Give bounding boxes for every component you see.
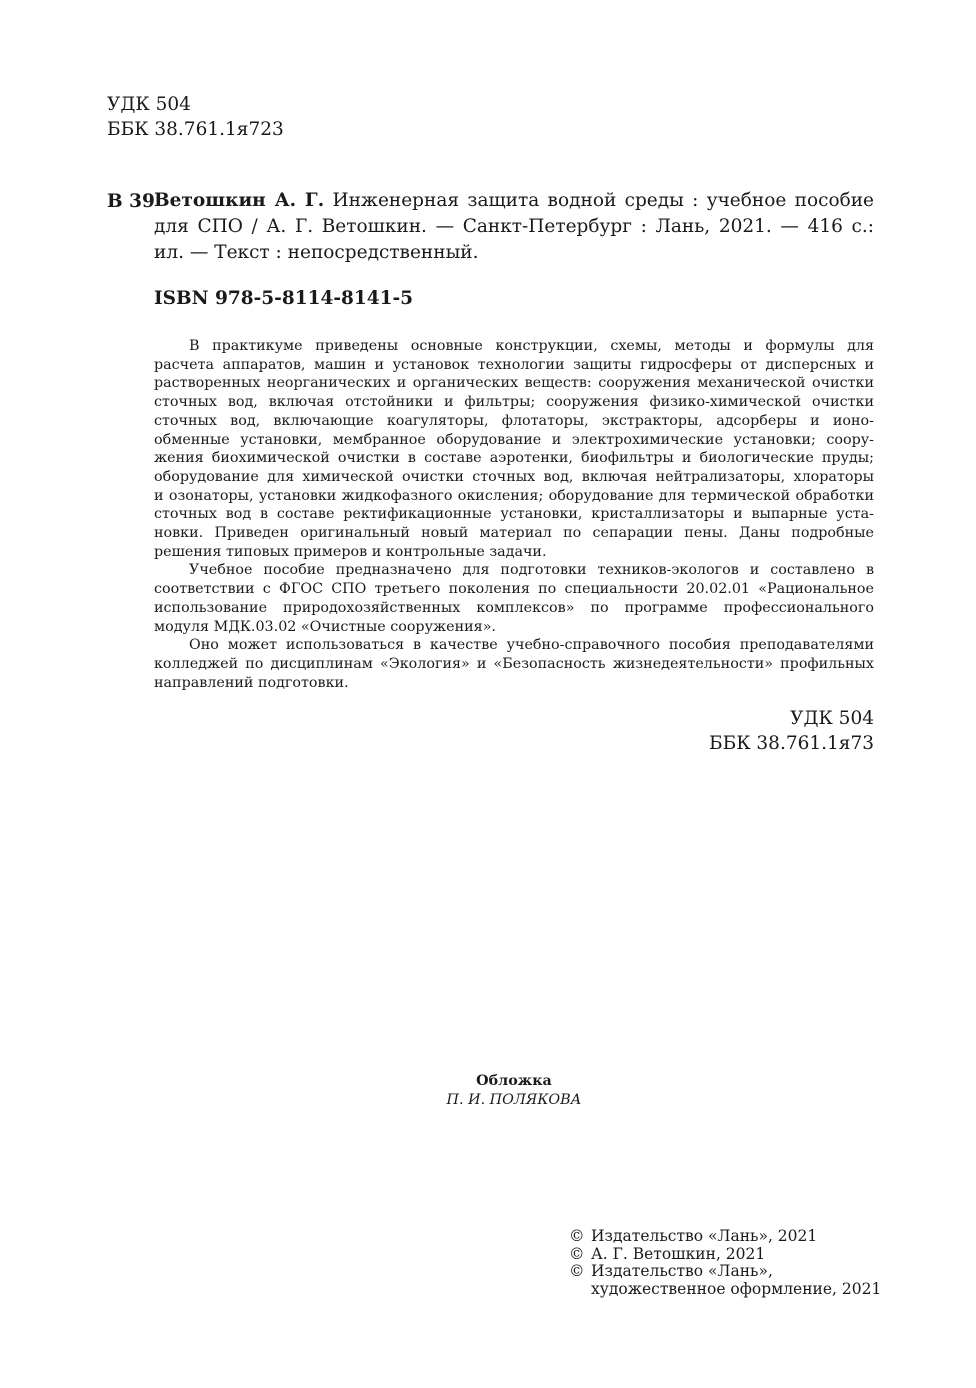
copyright-symbol: © [569, 1227, 585, 1245]
annotation-line: направлений подготовки. [154, 674, 349, 691]
annotation-line: оборудование для химической очистки сточных вод, включая нейтрализаторы, хлораторы [154, 468, 874, 485]
cover-designer: П. И. ПОЛЯКОВА [446, 1092, 582, 1108]
annotation-line: соответствии с ФГОС СПО третьего поколения по специальности 20.02.01 «Рациональное [154, 581, 874, 598]
copyright-line: художественное оформление, 2021 [591, 1279, 882, 1298]
copyright-block [569, 1228, 881, 1298]
top-classification-codes [107, 92, 284, 142]
annotation-line: сточных вод в составе ректификационные установки, кристаллизаторы и выпарные уста- [154, 506, 874, 523]
author-mark: В 39 [107, 191, 155, 212]
bibliographic-record [154, 188, 874, 266]
copyright-symbol: © [569, 1262, 585, 1280]
copyright-text: Издательство «Лань», [591, 1262, 773, 1280]
biblio-line-2: для СПО / А. Г. Ветошкин. — Санкт-Петербург : Лань, 2021. — 416 с.: [154, 216, 874, 237]
bbk-code: ББК 38.761.1я73 [709, 733, 874, 754]
biblio-line-1 [154, 188, 874, 214]
title-text: Инженерная защита водной среды : учебное пособие [332, 190, 874, 211]
bbk-code: ББК 38.761.1я723 [107, 119, 284, 140]
annotation-line: сточных вод, включающие коагуляторы, флотаторы, экстракторы, адсорберы и ионо- [154, 412, 874, 429]
copyright-symbol: © [569, 1244, 585, 1263]
annotation-line: Оно может использоваться в качестве учебно-справочного пособия преподавателями [189, 637, 874, 654]
udk-code: УДК 504 [790, 708, 874, 729]
copyright-line [569, 1246, 881, 1264]
copyright-text: А. Г. Ветошкин, 2021 [591, 1244, 766, 1263]
annotation-line: модуля МДК.03.02 «Очистные сооружения». [154, 618, 496, 635]
annotation-line: жения биохимической очистки в составе аэротенки, биофильтры и биологические пруды; [154, 450, 874, 467]
annotation-line: использование природохозяйственных комплексов» по программе профессионального [154, 599, 874, 616]
copyright-line [569, 1228, 881, 1246]
annotation-line: растворенных неорганических и органических веществ: сооружения механической очистки [154, 375, 874, 392]
annotation-line: сточных вод, включая отстойники и фильтры; сооружения физико-химической очистки [154, 394, 874, 411]
author-name: Ветошкин А. Г. [154, 190, 325, 211]
bottom-classification-codes [709, 706, 874, 756]
copyright-text: Издательство «Лань», 2021 [591, 1227, 818, 1245]
cover-credit [0, 1072, 976, 1110]
annotation-line: и озонаторы, установки жидкофазного окисления; оборудование для термической обработки [154, 487, 874, 504]
annotation-line: решения типовых примеров и контрольные задачи. [154, 543, 547, 560]
annotation-line: колледжей по дисциплинам «Экология» и «Безопасность жизнедеятельности» профильных [154, 655, 874, 672]
annotation-line: В практикуме приведены основные конструкции, схемы, методы и формулы для [189, 338, 874, 354]
annotation-line: Учебное пособие предназначено для подготовки техников-экологов и составлено в [189, 562, 874, 579]
isbn: ISBN 978-5-8114-8141-5 [154, 288, 414, 309]
annotation-line: новки. Приведен оригинальный новый материал по сепарации пены. Даны подробные [154, 525, 874, 542]
biblio-line-3: ил. — Текст : непосредственный. [154, 242, 479, 263]
udk-code: УДК 504 [107, 94, 191, 115]
annotation-line: расчета аппаратов, машин и установок технологии защиты гидросферы от дисперсных и [154, 356, 874, 373]
cover-label: Обложка [476, 1073, 552, 1089]
copyright-line [569, 1263, 881, 1281]
annotation [154, 337, 874, 692]
annotation-line: обменные установки, мембранное оборудование и электрохимические установки; соору- [154, 431, 874, 448]
